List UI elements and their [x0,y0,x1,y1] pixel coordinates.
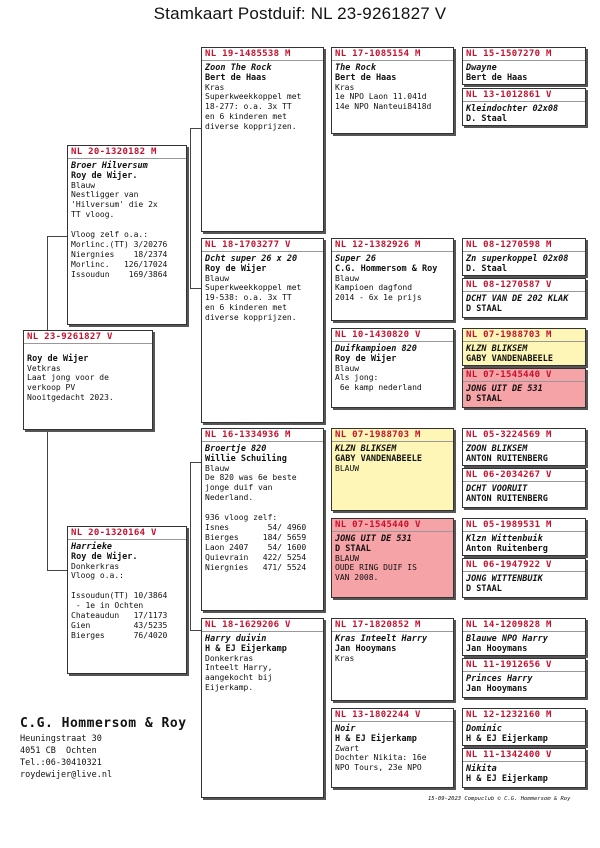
race-results: Morlinc.(TT) 3/20276 Niergnies 18/2374 Morlinc. 126/17024 Issoudun 169/3864 [71,240,168,279]
connector-line [47,570,67,571]
pigeon-color: Blauw [71,181,96,190]
pigeon-name: Blauwe NPO Harry [466,634,548,644]
pigeon-name: DCHT VOORUIT [466,484,528,494]
pigeon-card-fm[interactable] [201,238,324,423]
ring-number: NL 05-1989531 M [463,520,585,532]
pigeon-color: Kras [335,83,355,92]
pigeon-name: Dwayne [466,63,497,73]
ring-number: NL 17-1085154 M [332,49,453,61]
pigeon-note: Superkweekkoppel met 19-538: o.a. 3x TT en 6 kinderen met diverse kopprijzen. [205,283,302,322]
pigeon-name: Zn superkoppel 02x08 [466,254,569,264]
pigeon-card-g10[interactable] [462,558,586,598]
pigeon-owner: GABY VANDENABEELE [335,454,422,464]
pigeon-owner: Roy de Wijer [205,264,267,274]
pigeon-name: Zoon The Rock [205,63,272,73]
pigeon-owner: Willie Schuiling [205,454,287,464]
pigeon-name: ZOON BLIKSEM [466,444,528,454]
pigeon-card-g6[interactable] [462,368,586,408]
pigeon-card-g2[interactable] [462,88,586,126]
pigeon-card-mfm[interactable] [331,618,454,701]
pigeon-color: Kras [335,654,355,663]
ring-number: NL 10-1430820 V [332,330,453,342]
pigeon-owner: Roy de Wijer [27,354,89,364]
pigeon-color: Blauw [335,274,360,283]
race-results: Chateaudun 17/1173 Gien 43/5235 Bierges 76/4020 [71,611,168,640]
pigeon-name: Kleindochter 02x08 [466,104,559,114]
ring-number: NL 18-1629206 V [202,620,323,632]
pigeon-card-g13[interactable] [462,708,586,746]
pigeon-owner: H & EJ Eijerkamp [205,644,287,654]
ring-number: NL 13-1802244 V [332,710,453,722]
pigeon-name: Princes Harry [466,674,533,684]
ring-number: NL 16-1334936 M [202,430,323,442]
ring-number: NL 23-9261827 V [24,332,152,344]
ring-number: NL 20-1320182 M [68,147,186,159]
pigeon-owner: H & EJ Eijerkamp [466,774,548,784]
connector-line [47,236,67,237]
ring-number: NL 06-2034267 V [463,470,585,482]
pigeon-name: Super 26 [335,254,376,264]
pigeon-owner: D STAAL [466,584,502,594]
pigeon-owner: D STAAL [466,304,502,314]
breeder-name: C.G. Hommersom & Roy [20,716,187,731]
pigeon-card-mm[interactable] [201,618,324,798]
breeder-address: Heuningstraat 30 4051 CB Ochten Tel.:06-30410321 roydewijer@live.nl [20,734,113,780]
pigeon-owner: Jan Hooymans [466,644,528,654]
pigeon-note: OUDE RING DUIF IS VAN 2008. [335,563,417,582]
pigeon-owner: Roy de Wijer. [71,171,138,181]
pigeon-card-ff[interactable] [201,47,324,232]
pigeon-owner: H & EJ Eijerkamp [466,734,548,744]
pigeon-card-mother[interactable] [67,526,187,674]
pigeon-color: Kras [205,83,225,92]
pigeon-owner: ANTON RUITENBERG [466,494,548,504]
pigeon-card-ffm[interactable] [331,238,454,321]
connector-line [190,128,191,288]
pigeon-owner: Bert de Haas [205,73,267,83]
pigeon-card-father[interactable] [67,145,187,325]
ring-number: NL 08-1270587 V [463,280,585,292]
ring-number: NL 08-1270598 M [463,240,585,252]
pigeon-owner: D STAAL [335,544,371,554]
pigeon-card-g1[interactable] [462,47,586,85]
pigeon-card-fmm[interactable] [331,428,454,511]
pigeon-name: KLZN BLIKSEM [466,344,528,354]
pigeon-name [27,346,149,354]
pigeon-owner: D. Staal [466,264,507,274]
pigeon-card-g8[interactable] [462,468,586,508]
ring-number: NL 12-1232160 M [463,710,585,722]
pigeon-color: Blauw [205,464,230,473]
pigeon-owner: Jan Hooymans [335,644,397,654]
connector-line [47,236,48,334]
pigeon-color: Donkerkras [71,562,120,571]
pigeon-card-g11[interactable] [462,618,586,656]
ring-number: NL 12-1382926 M [332,240,453,252]
pigeon-note: Dochter Nikita: 16e NPO Tours, 23e NPO [335,753,427,772]
ring-number: NL 14-1209828 M [463,620,585,632]
pigeon-note: Nestligger van 'Hilversum' die 2x TT vloog. Vloog zelf o.a.: [71,190,158,239]
pigeon-name: Duifkampioen 820 [335,344,417,354]
pigeon-note: Kampioen dagfond 2014 - 6x 1e prijs [335,283,422,302]
pigeon-name: Harry duivin [205,634,267,644]
ring-number: NL 11-1342400 V [463,750,585,762]
pigeon-color: Zwart [335,744,360,753]
pigeon-card-mff[interactable] [331,518,454,598]
page-title: Stamkaart Postduif: NL 23-9261827 V [153,4,447,23]
pigeon-name: JONG UIT DE 531 [466,384,543,394]
pigeon-name: JONG WITTENBUIK [466,574,543,584]
pigeon-name: Klzn Wittenbuik [466,534,543,544]
pigeon-card-g4[interactable] [462,278,586,318]
pigeon-owner: Jan Hooymans [466,684,528,694]
connector-line [190,288,201,289]
pigeon-name: Noir [335,724,356,734]
connector-line [190,462,201,463]
pigeon-card-mmf[interactable] [331,708,454,788]
pigeon-owner: Anton Ruitenberg [466,544,548,554]
pigeon-owner: Roy de Wijer. [71,552,138,562]
pigeon-owner: Roy de Wijer [335,354,397,364]
pigeon-owner: H & EJ Eijerkamp [335,734,417,744]
pigeon-note: De 820 was 6e beste jonge duif van Nederland. 936 vloog zelf: [205,473,297,522]
ring-number: NL 19-1485538 M [202,49,323,61]
pigeon-note: Superkweekkoppel met 18-277: o.a. 3x TT en 6 kinderen met diverse kopprijzen. [205,92,302,131]
pigeon-note: 1e NPO Laon 11.041d 14e NPO Nanteui8418d [335,92,432,111]
pigeon-name: DCHT VAN DE 202 KLAK [466,294,569,304]
pigeon-note: Als jong: 6e kamp nederland [335,373,422,392]
connector-line [190,128,201,129]
pigeon-card-g5[interactable] [462,328,586,366]
pigeon-name: Kras Inteelt Harry [335,634,428,644]
pigeon-note: Laat jong voor de verkoop PV Nooitgedacht 2023. [27,373,114,402]
connector-line [190,630,201,631]
pigeon-card-mf[interactable] [201,428,324,611]
pigeon-name: Harrieke [71,542,112,552]
connector-line [190,462,191,630]
ring-number: NL 07-1988703 M [463,330,585,342]
pigeon-owner: D STAAL [466,394,502,404]
pigeon-note: Vloog o.a.: Issoudun(TT) 10/3864 - 1e in Ochten [71,571,168,610]
pigeon-owner: Bert de Haas [466,73,528,83]
ring-number: NL 15-1507270 M [463,49,585,61]
pigeon-color: BLAUW [335,464,360,473]
pigeon-name: Broertje 820 [205,444,267,454]
ring-number: NL 07-1545440 V [463,370,585,382]
ring-number: NL 17-1820852 M [332,620,453,632]
pigeon-name: Broer Hilversum [71,161,148,171]
pigeon-card-fmf[interactable] [331,328,454,408]
ring-number: NL 07-1545440 V [332,520,453,532]
pigeon-name: JONG UIT DE 531 [335,534,412,544]
pigeon-note: Inteelt Harry, aangekocht bij Eijerkamp. [205,663,273,692]
pigeon-name: Nikita [466,764,497,774]
pigeon-card-subject[interactable] [23,330,153,430]
pigeon-owner: Bert de Haas [335,73,397,83]
ring-number: NL 06-1947922 V [463,560,585,572]
pigeon-name: The Rock [335,63,376,73]
pigeon-owner: C.G. Hommersom & Roy [335,264,438,274]
pigeon-card-g7[interactable] [462,428,586,466]
ring-number: NL 07-1988703 M [332,430,453,442]
pigeon-owner: D. Staal [466,114,507,124]
pigeon-card-g12[interactable] [462,658,586,698]
ring-number: NL 05-3224569 M [463,430,585,442]
pigeon-name: Dominic [466,724,502,734]
pigeon-card-g14[interactable] [462,748,586,788]
ring-number: NL 11-1912656 V [463,660,585,672]
pigeon-card-g9[interactable] [462,518,586,556]
ring-number: NL 18-1703277 V [202,240,323,252]
pigeon-color: BLAUW [335,554,360,563]
pigeon-color: Vetkras [27,364,61,373]
pigeon-name: Dcht super 26 x 20 [205,254,298,264]
pigeon-owner: ANTON RUITENBERG [466,454,548,464]
pigeon-color: Blauw [205,274,230,283]
pigeon-owner: GABY VANDENABEELE [466,354,553,364]
pigeon-color: Blauw [335,364,360,373]
connector-line [47,430,48,570]
ring-number: NL 13-1012861 V [463,90,585,102]
pigeon-name: KLZN BLIKSEM [335,444,397,454]
footer-credit: 15-09-2023 Compuclub © C.G. Hommersom & Roy [428,796,571,802]
race-results: Isnes 54/ 4960 Bierges 184/ 5659 Laon 2407 54/ 1600 Quievrain 422/ 5254 Niergnies 471/ 5524 [205,523,307,572]
pigeon-card-g3[interactable] [462,238,586,276]
pigeon-card-fff[interactable] [331,47,454,134]
pigeon-color: Donkerkras [205,654,254,663]
ring-number: NL 20-1320164 V [68,528,186,540]
